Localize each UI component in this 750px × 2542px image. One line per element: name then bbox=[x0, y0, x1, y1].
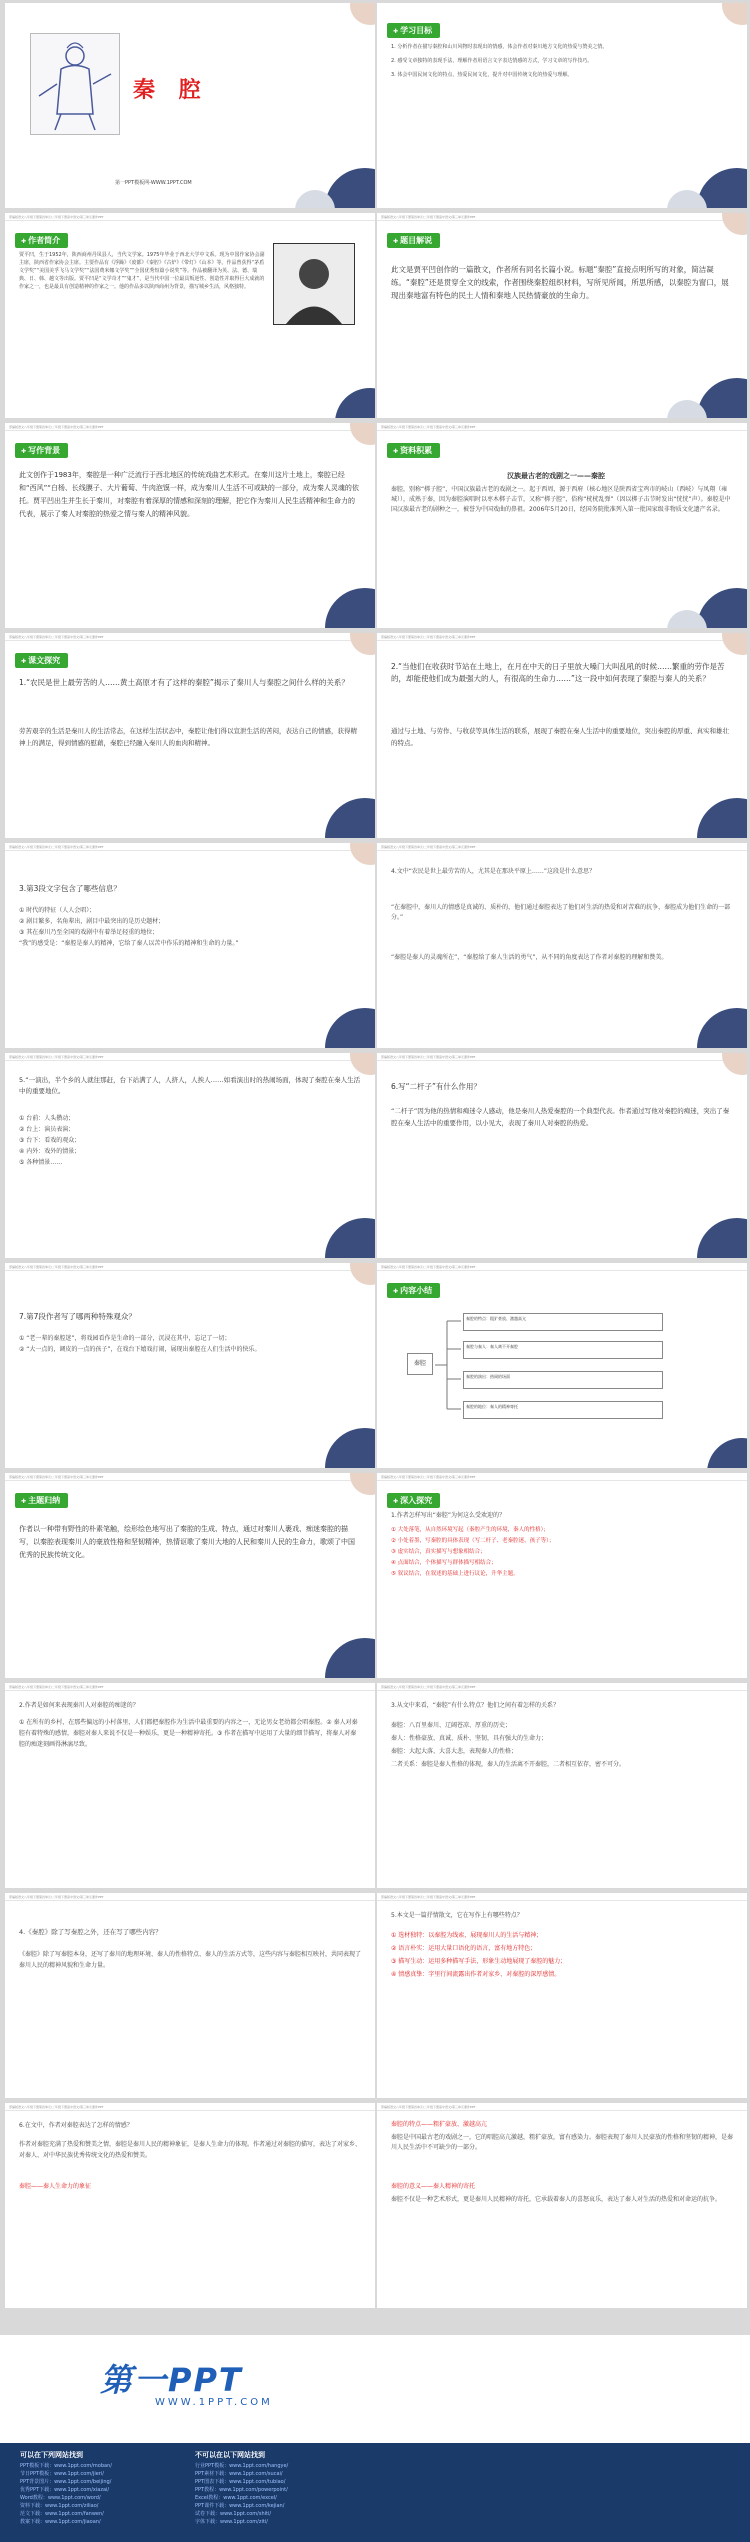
material-text: 秦腔，别称“梆子腔”，中国汉族最古老的戏剧之一。起于西周，源于西府（核心地区是陕西省宝鸡市的岐山（西岐）与凤翔（雍城）），成熟于秦，因为秦腔演唱时以枣木梆子击节，又称“梆子腔”，俗称“桄桄乱弹”（因以梆子击节时发出“恍恍”声）。秦腔是中国汉族最古老的剧种之一，被誉为中国戏曲的鼻祖。2006年5月20日，经国务院批准列入第一批国家级非物质文化遗产名录。 bbox=[391, 486, 731, 513]
ad-link[interactable]: 字体下载：www.1ppt.com/ziti/ bbox=[195, 2519, 268, 2525]
decor-circle bbox=[325, 1638, 375, 1678]
question-text: 6.写“二杆子”有什么作用？ bbox=[391, 1082, 481, 1091]
ad-link[interactable]: PPT教程：www.1ppt.com/powerpoint/ bbox=[195, 2487, 288, 2493]
question-text: 3.第3段文字包含了哪些信息？ bbox=[19, 884, 121, 893]
slide-header: 部编版语文八年级下册第四单元/二年级下册高中语文/第三单元课件PPT bbox=[377, 1683, 747, 1691]
question-text: 3.从文中来看，“秦腔”有什么特点？他们之间有着怎样的关系？ bbox=[391, 1702, 559, 1709]
question-text: 5.“一演出，半个乡的人就往那赶，台下站满了人，人挤人，人挨人……如看演出时的热闹场面，体现了秦腔在秦人生活中的重要地位。 bbox=[19, 1076, 361, 1095]
slide-explore-2 bbox=[377, 633, 747, 838]
ad-link[interactable]: PPT素材下载：www.1ppt.com/sucai/ bbox=[195, 2471, 283, 2477]
list-item: ④ 点面结合，个体描写与群体描写相结合； bbox=[391, 1560, 497, 1566]
slide-explore-3 bbox=[5, 843, 375, 1048]
ad-column-2 bbox=[195, 2451, 288, 2526]
slide-header: 部编版语文八年级下册第四单元/二年级下册高中语文/第三单元课件PPT bbox=[377, 843, 747, 851]
list-item: ③ 虚实结合，真实描写与想象相结合； bbox=[391, 1549, 486, 1555]
ad-link[interactable]: Word教程：www.1ppt.com/word/ bbox=[20, 2495, 101, 2501]
question-text: 2.“当他们在收获时节站在土地上，在月在中天的日子里放大嗓门大叫乱吼的时候……繁重的劳作是苦的，却能使他们成为最强大的人，有很高的生命力……”这一段中如何表现了秦腔与秦人的关系？ bbox=[391, 662, 725, 683]
decor-circle bbox=[722, 1053, 747, 1075]
question-text: 4.《秦腔》除了写秦腔之外，还在写了哪些内容？ bbox=[19, 1928, 162, 1936]
slide-explore-7 bbox=[5, 1263, 375, 1468]
section-badge: ✚ 学习目标 bbox=[387, 23, 440, 38]
note-text: “秦腔是秦人的灵魂所在”，“秦腔给了秦人生活的勇气”，从不同的角度表达了作者对秦腔的理解和赞美。 bbox=[391, 954, 668, 961]
list-item: ④ 情感真挚：字里行间流露出作者对家乡、对秦腔的深厚感情。 bbox=[391, 1971, 561, 1978]
decor-circle bbox=[722, 633, 747, 655]
decor-circle bbox=[707, 1438, 747, 1468]
decor-circle bbox=[350, 423, 375, 445]
section-badge: ✚ 深入探究 bbox=[387, 1493, 440, 1508]
list-item: ① 时代的特征（人人会唱）； bbox=[19, 907, 96, 914]
list-item: ③ 其在秦川乃至全国的戏剧中有着举足轻重的地位； bbox=[19, 929, 159, 936]
slide-deep-7 bbox=[377, 2103, 747, 2308]
ad-column-title: 不可以在以下网站找到 bbox=[195, 2451, 265, 2459]
diagram-bracket bbox=[433, 1313, 463, 1423]
slide-header: 部编版语文八年级下册第四单元/二年级下册高中语文/第三单元课件PPT bbox=[377, 1473, 747, 1481]
decor-circle bbox=[335, 388, 375, 418]
slide-header: 部编版语文八年级下册第四单元/二年级下册高中语文/第三单元课件PPT bbox=[377, 1053, 747, 1061]
slide-title-explain bbox=[377, 213, 747, 418]
slide-title-text: 秦 腔 bbox=[133, 78, 209, 103]
slide-material bbox=[377, 423, 747, 628]
list-item: ① 台前：人头攒动； bbox=[19, 1115, 75, 1122]
question-text: 2.作者是如何来表现秦川人对秦腔的痴迷的？ bbox=[19, 1702, 139, 1709]
slide-header: 部编版语文八年级下册第四单元/二年级下册高中语文/第三单元课件PPT bbox=[377, 1263, 747, 1271]
list-item: ⑤ 叙议结合，在叙述的基础上进行议论，升华主题。 bbox=[391, 1571, 519, 1577]
slide-header: 部编版语文八年级下册第四单元/二年级下册高中语文/第三单元课件PPT bbox=[5, 213, 375, 221]
list-item: ① 大处落笔，从自然环境写起（秦腔产生的环境，秦人的性格）； bbox=[391, 1527, 549, 1533]
highlight-text: 秦腔——秦人生命力的象征 bbox=[19, 2183, 92, 2190]
list-item: ② 小处着墨，写秦腔的具体表现（写二杆子、老秦腔迷、孩子等）； bbox=[391, 1538, 555, 1544]
decor-circle bbox=[325, 798, 375, 838]
author-bio: 贾平凹，生于1952年，陕西商州丹凤县人，当代文学家。1975年毕业于西北大学中文系。现为中国作家协会副主席，陕西省作家协会主席。主要作品有《浮躁》《废都》《秦腔》《古炉》《带灯》《山本》等。作品曾获得“茅盾文学奖”“美国美孚飞马文学奖”“法国费米娜文学奖”“全国优秀短篇小说奖”等。作品被翻译为英、法、德、瑞典、日、韩、越文等出版。贾平凹是“文学奇才”“鬼才”，是当代中国一位最具叛逆性、创造性并取得巨大成就的作家之一，也是最具有创造精神的作家之一。他的作品多以陕西商州为背景，描写城乡生活，风格独特。 bbox=[19, 252, 265, 290]
slide-background bbox=[5, 423, 375, 628]
list-item: ⑤ 各种情景…… bbox=[19, 1159, 63, 1166]
slide-title bbox=[5, 3, 375, 208]
slide-header: 部编版语文八年级下册第四单元/二年级下册高中语文/第三单元课件PPT bbox=[5, 1683, 375, 1691]
theme-text: 作者以一种带有野性的朴素笔触，绘形绘色地写出了秦腔的生成、特点，通过对秦川人裹戏、痴迷秦腔的描写，以秦腔表现秦川人的豪放性格和坚韧精神，热情讴歌了秦川大地的人民和秦川人民的生命力，歌颂了中国优秀的民族传统文化。 bbox=[19, 1525, 355, 1559]
goal-item: 2. 感受文章独特的表现手法，理解作者用语言文字表达情感的方式，学习文章的写作技巧。 bbox=[391, 58, 593, 64]
list-item: ② 台上：演员表演； bbox=[19, 1126, 75, 1133]
question-text: 1.“农民是世上最劳苦的人……黄土高原才有了这样的秦腔”揭示了秦川人与秦腔之间什么样的关系？ bbox=[19, 678, 349, 687]
list-item: 秦腔：大起大落、大喜大悲，表现秦人的性格； bbox=[391, 1748, 518, 1755]
diagram-branch: 秦腔的演出：热闹的场面 bbox=[463, 1371, 663, 1389]
highlight-text: 秦腔的意义——秦人精神的寄托 bbox=[391, 2183, 476, 2190]
ad-banner bbox=[0, 2335, 750, 2542]
ad-link[interactable]: 节日PPT模板：www.1ppt.com/jieri/ bbox=[20, 2471, 104, 2477]
question-text: 4.文中“农民是世上最劳苦的人，尤其是在那块平原上……”这段是什么意思？ bbox=[391, 868, 595, 875]
slide-summary bbox=[377, 1263, 747, 1468]
ad-link[interactable]: PPT背景图片：www.1ppt.com/beijing/ bbox=[20, 2479, 112, 2485]
slide-header: 部编版语文八年级下册第四单元/二年级下册高中语文/第三单元课件PPT bbox=[377, 1893, 747, 1901]
author-photo bbox=[273, 243, 355, 325]
ad-link[interactable]: Excel教程：www.1ppt.com/excel/ bbox=[195, 2495, 277, 2501]
decor-circle bbox=[350, 843, 375, 865]
slide-deep-4 bbox=[5, 1893, 375, 2098]
list-item: ② “大一点的，调皮的一点的孩子”，在戏台下嬉戏打闹，展现出秦腔在人们生活中的快乐。 bbox=[19, 1346, 261, 1353]
slide-theme bbox=[5, 1473, 375, 1678]
decor-circle bbox=[697, 1218, 747, 1258]
paragraph-text: 秦腔是中国最古老的戏剧之一，它的唱腔高亢激越，粗犷豪放，富有感染力。秦腔表现了秦川人民豪放的性格和坚韧的精神，是秦川人民生活中不可缺少的一部分。 bbox=[391, 2134, 734, 2151]
slide-header: 部编版语文八年级下册第四单元/二年级下册高中语文/第三单元课件PPT bbox=[5, 1473, 375, 1481]
answer-text: 劳苦艰辛的生活是秦川人的生活常态，在这样生活状态中，秦腔让他们得以宣泄生活的苦闷，表达自己的情感，获得精神上的满足，得到情感的慰藉，秦腔已经融入秦川人的血肉和精神。 bbox=[19, 727, 357, 747]
list-item: ④ 内外：戏外的情景； bbox=[19, 1148, 81, 1155]
question-text: 1.作者怎样写出“秦腔”为何这么受欢迎的？ bbox=[391, 1512, 505, 1519]
list-item: 秦人：性格豪放、真诚、质朴、坚韧，具有强大的生命力； bbox=[391, 1735, 548, 1742]
slide-deep-explore bbox=[377, 1473, 747, 1678]
ad-link[interactable]: 范文下载：www.1ppt.com/fanwen/ bbox=[20, 2511, 104, 2517]
slide-subtitle: 第一PPT模板网-WWW.1PPT.COM bbox=[115, 180, 192, 186]
slide-learning-goals bbox=[377, 3, 747, 208]
decor-circle bbox=[350, 1263, 375, 1285]
slide-deep-2 bbox=[5, 1683, 375, 1888]
list-item: ① “老一辈的秦腔迷”，将戏园看作是生命的一部分，沉浸在其中，忘记了一切； bbox=[19, 1335, 231, 1342]
ad-link[interactable]: PPT模板下载：www.1ppt.com/moban/ bbox=[20, 2463, 112, 2469]
list-item: ② 剧目繁多，名角辈出，剧目中最突出的是历史题材； bbox=[19, 918, 165, 925]
list-item: ② 语言朴实：运用大量口语化的语言，富有地方特色； bbox=[391, 1945, 537, 1952]
diagram-branch: 秦腔与秦人：秦人离不开秦腔 bbox=[463, 1341, 663, 1359]
slide-deep-5 bbox=[377, 1893, 747, 2098]
diagram-branch: 秦腔的地位：秦人的精神寄托 bbox=[463, 1401, 663, 1419]
ad-column-title: 可以在下列网站找到 bbox=[20, 2451, 83, 2459]
answer-text: 通过与土地、与劳作、与收获等具体生活的联系，展现了秦腔在秦人生活中的重要地位，突出秦腔的厚重、真实和雄壮的特点。 bbox=[391, 727, 729, 747]
opera-figure-illustration bbox=[30, 33, 120, 135]
slide-deep-6 bbox=[5, 2103, 375, 2308]
slide-header: 部编版语文八年级下册第四单元/二年级下册高中语文/第三单元课件PPT bbox=[5, 1893, 375, 1901]
list-item: ③ 台下：看戏的观众； bbox=[19, 1137, 81, 1144]
answer-text: ① 在所有的乡村，在那些偏远的小村落里，人们都把秦腔作为生活中最重要的内容之一，无论男女老幼都会唱秦腔。② 秦人对秦腔有着特殊的感情，秦腔对秦人来说不仅是一种娱乐，更是一种精神寄托。③ 作者在描写中运用了大量的细节描写，将秦人对秦腔的痴迷刻画得淋漓尽致。 bbox=[19, 1719, 358, 1748]
diagram-branch: 秦腔的特点：粗犷豪放、激越高亢 bbox=[463, 1313, 663, 1331]
background-text: 此文创作于1983年，秦腔是一种广泛流行于西北地区的传统戏曲艺术形式。在秦川这片土地上，秦腔已经和“西风”“白杨、长线膜子、大片葡萄、牛肉泡馍一样，成为秦川人生活不可或缺的一部分，成为秦人灵魂的依托。贾平凹出生并生长于秦川，对秦腔有着深厚的情感和深刻的理解，把它作为秦川人民生活精神和生命力的代表，展示了秦人对秦腔的热爱之情与秦人的精神风貌。 bbox=[19, 471, 359, 518]
decor-circle bbox=[350, 1053, 375, 1075]
question-text: 5.本文是一篇抒情散文，它在写作上有哪些特点？ bbox=[391, 1912, 523, 1919]
section-badge: ✚ 题目解说 bbox=[387, 233, 440, 248]
question-text: 6.在文中，作者对秦腔表达了怎样的情感？ bbox=[19, 2122, 133, 2129]
ad-url[interactable]: WWW.1PPT.COM bbox=[155, 2397, 273, 2408]
section-badge: ✚ 内容小结 bbox=[387, 1283, 440, 1298]
slide-header: 部编版语文八年级下册第四单元/二年级下册高中语文/第三单元课件PPT bbox=[5, 1263, 375, 1271]
decor-circle bbox=[350, 633, 375, 655]
question-text: 7.第7段作者写了哪两种特殊观众？ bbox=[19, 1312, 136, 1321]
diagram-center: 秦腔 bbox=[407, 1353, 433, 1375]
answer-text: 《秦腔》除了写秦腔本身，还写了秦川的地理环境、秦人的性格特点、秦人的生活方式等，这些内容与秦腔相互映衬，共同表现了秦川人民的精神风貌和生命力量。 bbox=[19, 1951, 362, 1969]
highlight-text: 秦腔的特点——粗犷豪放、激越高亢 bbox=[391, 2121, 488, 2128]
list-item: 秦腔：八百里秦川、辽阔苍凉、厚重的历史； bbox=[391, 1722, 512, 1729]
slide-header: 部编版语文八年级下册第四单元/二年级下册高中语文/第三单元课件PPT bbox=[5, 633, 375, 641]
decor-circle bbox=[325, 1218, 375, 1258]
ad-footer bbox=[0, 2443, 750, 2542]
ad-link[interactable]: 教案下载：www.1ppt.com/jiaoan/ bbox=[20, 2519, 101, 2525]
decor-circle bbox=[325, 1008, 375, 1048]
decor-circle bbox=[697, 798, 747, 838]
slide-header: 部编版语文八年级下册第四单元/二年级下册高中语文/第三单元课件PPT bbox=[377, 633, 747, 641]
ad-link[interactable]: 资料下载：www.1ppt.com/ziliao/ bbox=[20, 2503, 99, 2509]
ad-logo: 第一PPT bbox=[100, 2361, 243, 2399]
section-badge: ✚ 资料积累 bbox=[387, 443, 440, 458]
slide-explore-1 bbox=[5, 633, 375, 838]
ad-link[interactable]: 行业PPT模板：www.1ppt.com/hangye/ bbox=[195, 2463, 289, 2469]
slide-header: 部编版语文八年级下册第四单元/二年级下册高中语文/第三单元课件PPT bbox=[5, 2103, 375, 2111]
slide-deep-3 bbox=[377, 1683, 747, 1888]
section-badge: ✚ 写作背景 bbox=[15, 443, 68, 458]
slide-author bbox=[5, 213, 375, 418]
slide-header: 部编版语文八年级下册第四单元/二年级下册高中语文/第三单元课件PPT bbox=[377, 213, 747, 221]
list-item: ① 选材独特：以秦腔为线索，展现秦川人的生活与精神； bbox=[391, 1932, 543, 1939]
ad-column-1 bbox=[20, 2451, 112, 2526]
slide-header: 部编版语文八年级下册第四单元/二年级下册高中语文/第三单元课件PPT bbox=[5, 843, 375, 851]
slide-explore-5 bbox=[5, 1053, 375, 1258]
material-heading: 汉族最古老的戏剧之一——秦腔 bbox=[507, 472, 605, 480]
ad-link[interactable]: PPT图表下载：www.1ppt.com/tubiao/ bbox=[195, 2479, 286, 2485]
decor-circle bbox=[350, 3, 375, 25]
section-badge: ✚ 作者简介 bbox=[15, 233, 68, 248]
decor-circle bbox=[722, 213, 747, 235]
slide-explore-6 bbox=[377, 1053, 747, 1258]
section-badge: ✚ 课文探究 bbox=[15, 653, 68, 668]
section-badge: ✚ 主题归纳 bbox=[15, 1493, 68, 1508]
decor-circle bbox=[325, 588, 375, 628]
decor-circle bbox=[325, 1428, 375, 1468]
goal-item: 3. 体会中国民间文化的特点，热爱民间文化，提升对中国传统文化的热爱与理解。 bbox=[391, 72, 573, 78]
slide-explore-4 bbox=[377, 843, 747, 1048]
decor-circle bbox=[697, 1008, 747, 1048]
ad-link[interactable]: 优秀PPT下载：www.1ppt.com/xiazai/ bbox=[20, 2487, 110, 2493]
slide-header: 部编版语文八年级下册第四单元/二年级下册高中语文/第三单元课件PPT bbox=[377, 2103, 747, 2111]
list-item: “我”的感受是：“秦腔是秦人的精神，它给了秦人以苦中作乐的精神和生命的力量。” bbox=[19, 940, 239, 947]
list-item: ③ 描写生动：运用多种描写手法，形象生动地展现了秦腔的魅力； bbox=[391, 1958, 567, 1965]
answer-text: 作者对秦腔充满了热爱和赞美之情，秦腔是秦川人民的精神象征，是秦人生命力的体现。作者通过对秦腔的描写，表达了对家乡、对秦人、对中华民族优秀传统文化的热爱和赞美。 bbox=[19, 2141, 362, 2159]
slide-header: 部编版语文八年级下册第四单元/二年级下册高中语文/第三单元课件PPT bbox=[5, 1053, 375, 1061]
answer-text: “二杆子”因为他的热情和痴迷令人感动，他是秦川人热爱秦腔的一个典型代表。作者通过写他对秦腔的痴迷，突出了秦腔在秦人生活中的重要作用，以小见大，表现了秦川人对秦腔的热爱。 bbox=[391, 1107, 730, 1127]
slide-header: 部编版语文八年级下册第四单元/二年级下册高中语文/第三单元课件PPT bbox=[5, 423, 375, 431]
slide-header: 部编版语文八年级下册第四单元/二年级下册高中语文/第三单元课件PPT bbox=[377, 423, 747, 431]
ad-link[interactable]: 试卷下载：www.1ppt.com/shiti/ bbox=[195, 2511, 272, 2517]
paragraph-text: 秦腔不仅是一种艺术形式，更是秦川人民精神的寄托，它承载着秦人的喜怒哀乐，表达了秦人对生活的热爱和对命运的抗争。 bbox=[391, 2196, 722, 2203]
decor-circle bbox=[722, 3, 747, 25]
answer-text: “在秦腔中，秦川人的情感是真诚的、质朴的，他们通过秦腔表达了他们对生活的热爱和对苦难的抗争，秦腔成为他们生命的一部分。” bbox=[391, 904, 731, 921]
goal-item: 1. 分析作者在描写秦腔和山川风物时表现出的情感，体会作者对秦川地方文化的热爱与赞美之情。 bbox=[391, 44, 608, 50]
decor-circle bbox=[350, 1473, 375, 1495]
title-explanation: 此文是贾平凹创作的一篇散文，作者所有同名长篇小说。标题“秦腔”直接点明所写的对象，简洁凝练。“秦腔”还是贯穿全文的线索，作者围绕秦腔组织材料，写所见所闻，所思所感，以秦腔为窗口，展现出秦地富有特色的民土人情和秦地人民热情豪放的生命力。 bbox=[391, 265, 729, 300]
list-item: 二者关系：秦腔是秦人性格的体现，秦人的生活离不开秦腔，二者相互依存，密不可分。 bbox=[391, 1761, 626, 1768]
ad-link[interactable]: PPT课件下载：www.1ppt.com/kejian/ bbox=[195, 2503, 285, 2509]
